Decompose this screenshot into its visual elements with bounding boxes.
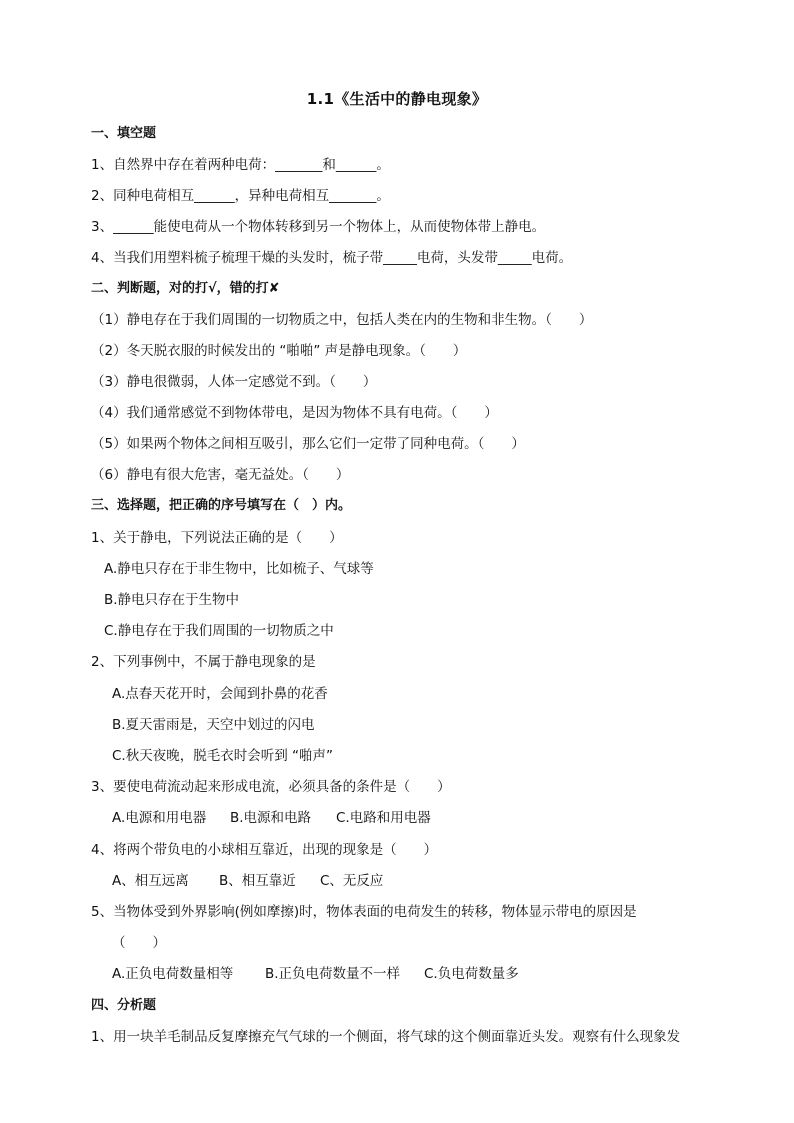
choice-q3-option-c: C.电路和用电器: [336, 810, 431, 826]
choice-q4-option-b: B、相互靠近: [219, 873, 296, 889]
choice-q2-option-c: C.秋天夜晚，脱毛衣时会听到 “啪声”: [112, 748, 333, 764]
analysis-question-1: 1、用一块羊毛制品反复摩擦充气气球的一个侧面，将气球的这个侧面靠近头发。观察有什么现象发: [91, 1029, 681, 1045]
choice-question-5: 5、当物体受到外界影响(例如摩擦)时，物体表面的电荷发生的转移，物体显示带电的原因是: [91, 904, 637, 920]
choice-q1-option-a: A.静电只存在于非生物中，比如梳子、气球等: [104, 561, 374, 577]
choice-q1-option-c: C.静电存在于我们周围的一切物质之中: [104, 623, 334, 639]
choice-q3-option-b: B.电源和电路: [230, 810, 312, 826]
choice-q2-option-b: B.夏天雷雨是，天空中划过的闪电: [112, 717, 315, 733]
section-heading-judge: 二、判断题，对的打√，错的打✘: [91, 281, 280, 296]
judge-question-3: （3）静电很微弱，人体一定感觉不到。（ ）: [91, 374, 377, 390]
choice-q4-option-a: A、相互远离: [112, 873, 189, 889]
judge-question-5: （5）如果两个物体之间相互吸引，那么它们一定带了同种电荷。（ ）: [91, 436, 525, 452]
section-heading-choice: 三、选择题，把正确的序号填写在（ ）内。: [91, 498, 352, 513]
choice-q5-option-a: A.正负电荷数量相等: [112, 966, 234, 982]
choice-q2-option-a: A.点春天花开时，会闻到扑鼻的花香: [112, 686, 328, 702]
section-heading-analysis: 四、分析题: [91, 998, 157, 1013]
choice-question-4: 4、将两个带负电的小球相互靠近，出现的现象是（ ）: [91, 842, 438, 858]
page-title: 1.1《生活中的静电现象》: [306, 90, 488, 108]
judge-question-4: （4）我们通常感觉不到物体带电，是因为物体不具有电荷。（ ）: [91, 405, 498, 421]
fill-question-2: 2、同种电荷相互______，异种电荷相互_______。: [91, 188, 390, 204]
judge-question-2: （2）冬天脱衣服的时候发出的 “啪啪” 声是静电现象。（ ）: [91, 343, 467, 359]
choice-q5-option-b: B.正负电荷数量不一样: [265, 966, 401, 982]
judge-question-1: （1）静电存在于我们周围的一切物质之中，包括人类在内的生物和非生物。（ ）: [91, 312, 593, 328]
fill-question-3: 3、______能使电荷从一个物体转移到另一个物体上，从而使物体带上静电。: [91, 219, 546, 235]
judge-question-6: （6）静电有很大危害，毫无益处。（ ）: [91, 467, 350, 483]
choice-question-3: 3、要使电荷流动起来形成电流，必须具备的条件是（ ）: [91, 779, 451, 795]
choice-question-2: 2、下列事例中，不属于静电现象的是: [91, 654, 316, 670]
choice-q4-option-c: C、无反应: [320, 873, 384, 889]
choice-question-1: 1、关于静电，下列说法正确的是（ ）: [91, 530, 343, 546]
fill-question-1: 1、自然界中存在着两种电荷：_______和______。: [91, 157, 390, 173]
choice-q3-option-a: A.电源和用电器: [112, 810, 207, 826]
choice-q1-option-b: B.静电只存在于生物中: [104, 592, 240, 608]
choice-q5-stem-continued: （ ）: [112, 935, 166, 951]
choice-q5-option-c: C.负电荷数量多: [424, 966, 519, 982]
fill-question-4: 4、当我们用塑料梳子梳理干燥的头发时，梳子带_____电荷，头发带_____电荷。: [91, 250, 573, 266]
section-heading-fill: 一、填空题: [91, 126, 157, 141]
